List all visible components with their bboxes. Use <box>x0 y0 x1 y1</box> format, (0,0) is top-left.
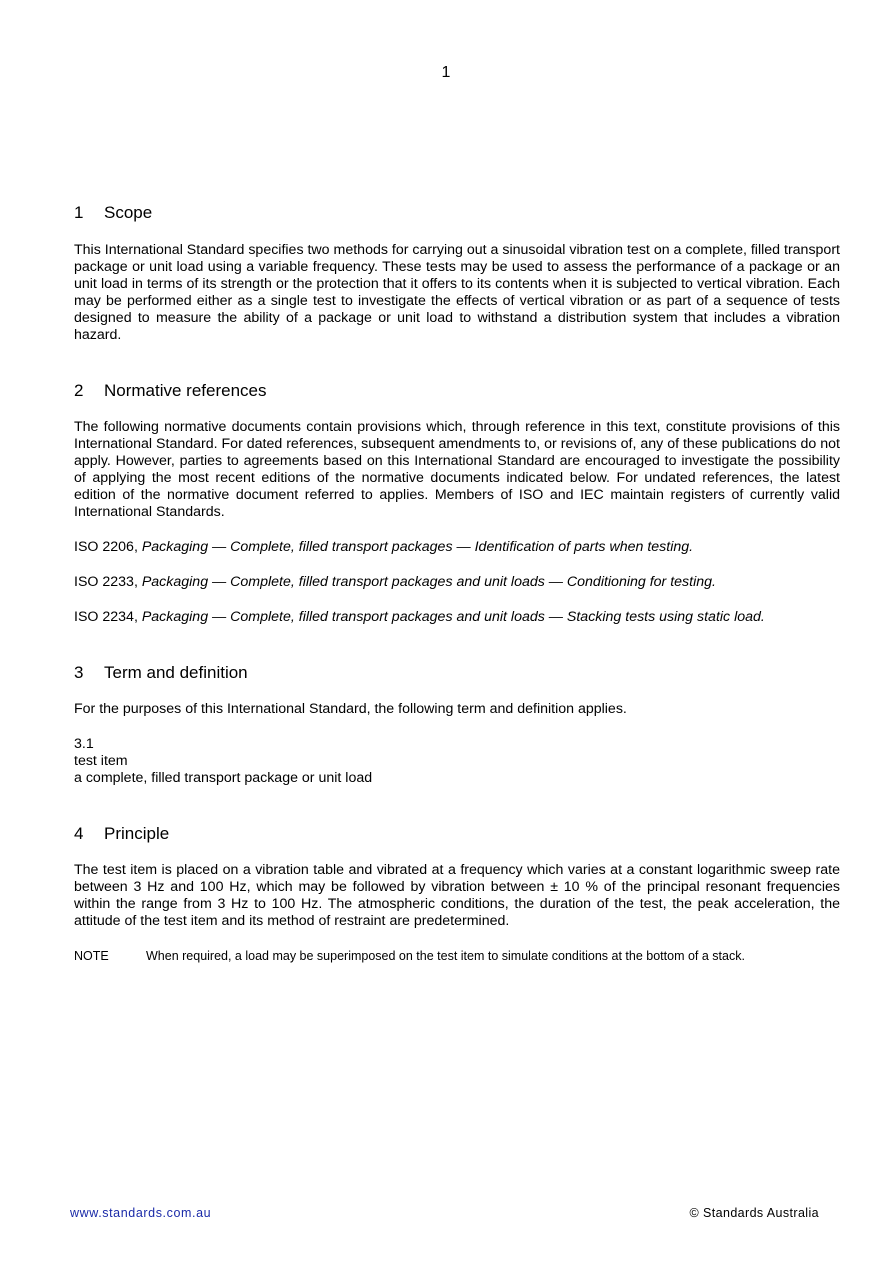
reference-code: ISO 2234, <box>74 609 142 625</box>
section-heading <box>74 663 840 683</box>
section-heading <box>74 824 840 844</box>
reference-code: ISO 2206, <box>74 539 142 555</box>
note-text: When required, a load may be superimposed on the test item to simulate conditions at the bottom of a stack. <box>146 949 745 963</box>
reference-title: Packaging — Complete, filled transport packages and unit loads — Stacking tests using static load. <box>141 609 765 625</box>
footer-copyright: © Standards Australia <box>689 1206 819 1220</box>
term-definition: a complete, filled transport package or unit load <box>74 770 373 786</box>
section-heading <box>74 203 840 223</box>
section-principle <box>74 824 840 964</box>
reference-title: Packaging — Complete, filled transport packages — Identification of parts when testing. <box>141 539 694 555</box>
section-number: 2 <box>74 381 84 400</box>
note-label: NOTE <box>74 949 109 963</box>
footer-website-link[interactable]: www.standards.com.au <box>70 1206 212 1220</box>
section-normative-references <box>74 381 840 626</box>
term-name: test item <box>74 753 128 769</box>
section-term-definition <box>74 663 840 787</box>
reference-code: ISO 2233, <box>74 574 142 590</box>
reference-item <box>74 609 840 626</box>
page-number: 1 <box>441 64 451 81</box>
section-number: 4 <box>74 824 84 843</box>
reference-item <box>74 539 840 556</box>
normative-paragraph: The following normative documents contain provisions which, through reference in this text, constitute provisions of this International Standard. For dated references, subsequent amendments to, or revisions of, any of these publications do not apply. However, parties to agreements based on this International Standard are encouraged to investigate the possibility of applying the most recent editions of the normative documents indicated below. For undated references, the latest edition of the normative document referred to applies. Members of ISO and IEC maintain registers of currently valid International Standards. <box>74 419 840 520</box>
term-paragraph: For the purposes of this International Standard, the following term and definition applies. <box>74 701 627 717</box>
section-title: Scope <box>104 203 153 222</box>
reference-item <box>74 574 840 591</box>
note <box>74 949 840 964</box>
section-title: Normative references <box>104 381 267 400</box>
section-title: Term and definition <box>104 663 248 682</box>
principle-paragraph: The test item is placed on a vibration table and vibrated at a frequency which varies at a constant logarithmic sweep rate between 3 Hz and 100 Hz, which may be followed by vibration between ± 10 % of the principal resonant frequencies within the range from 3 Hz to 100 Hz. The atmospheric conditions, the duration of the test, the peak acceleration, the attitude of the test item and its method of restraint are predetermined. <box>74 862 840 929</box>
section-scope <box>74 203 840 344</box>
document-body <box>74 203 840 964</box>
term-number: 3.1 <box>74 736 94 752</box>
scope-paragraph: This International Standard specifies two methods for carrying out a sinusoidal vibration test on a complete, filled transport package or unit load using a variable frequency. These tests may be used to assess the performance of a package or an unit load in terms of its strength or the protection that it offers to its contents when it is subjected to vertical vibration. Each may be performed either as a single test to investigate the effects of vertical vibration or as part of a sequence of tests designed to measure the ability of a package or unit load to withstand a distribution system that includes a vibration hazard. <box>74 242 840 343</box>
section-number: 3 <box>74 663 84 682</box>
section-title: Principle <box>104 824 170 843</box>
reference-title: Packaging — Complete, filled transport packages and unit loads — Conditioning for testing. <box>141 574 716 590</box>
section-heading <box>74 381 840 401</box>
section-number: 1 <box>74 203 84 222</box>
